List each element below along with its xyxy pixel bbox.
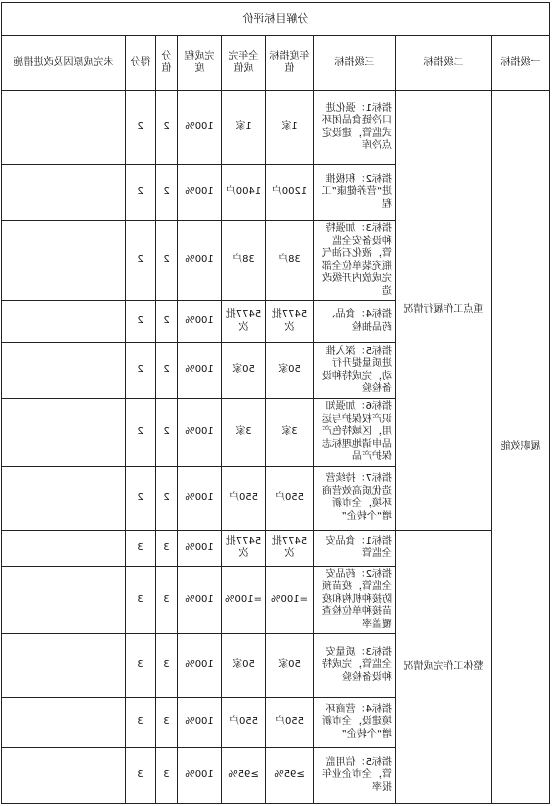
weight-cell: 3	[156, 634, 178, 698]
completed-cell: ≥95%	[222, 748, 266, 804]
reason-cell	[1, 698, 125, 748]
target-cell: 1200户	[266, 165, 314, 221]
header-reason: 未完成原因及改进措施	[1, 36, 125, 91]
completed-cell: 1400户	[222, 165, 266, 221]
indicator-cell: 指标3：加强特种设备安全监管，液化石油气瓶充装单位全部完成放内开级改造	[314, 221, 396, 301]
target-cell: 5477批次	[266, 301, 314, 343]
score-cell: 2	[126, 91, 156, 165]
score-cell: 2	[126, 301, 156, 343]
completed-cell: 50家	[222, 343, 266, 399]
score-cell: 2	[126, 343, 156, 399]
level2-cell: 重点工作履行情况	[396, 91, 492, 531]
evaluation-table	[1, 2, 550, 804]
degree-cell: 100%	[178, 221, 222, 301]
degree-cell: 100%	[178, 698, 222, 748]
score-cell: 2	[126, 399, 156, 467]
header-completed-value: 全年完成值	[222, 36, 266, 91]
completed-cell: =100%	[222, 566, 266, 634]
target-cell: 1家	[266, 91, 314, 165]
reason-cell	[1, 466, 125, 530]
page	[0, 2, 552, 806]
level2-cell: 整体工作完成情况	[396, 530, 492, 804]
table-title: 分解目标评价	[1, 3, 549, 36]
score-cell: 2	[126, 221, 156, 301]
weight-cell: 2	[156, 343, 178, 399]
degree-cell: 100%	[178, 466, 222, 530]
table-row	[1, 530, 549, 566]
degree-cell: 100%	[178, 748, 222, 804]
target-cell: =100%	[266, 566, 314, 634]
completed-cell: 3家	[222, 399, 266, 467]
header-level2: 二级指标	[396, 36, 492, 91]
reason-cell	[1, 343, 125, 399]
weight-cell: 3	[156, 530, 178, 566]
score-cell: 3	[126, 748, 156, 804]
indicator-cell: 指标6：加强知识产权保护与运用，区域特色产品申请地理标志保护产品	[314, 399, 396, 467]
degree-cell: 100%	[178, 301, 222, 343]
score-cell: 3	[126, 634, 156, 698]
reason-cell	[1, 634, 125, 698]
degree-cell: 100%	[178, 566, 222, 634]
weight-cell: 3	[156, 566, 178, 634]
degree-cell: 100%	[178, 165, 222, 221]
completed-cell: 1家	[222, 91, 266, 165]
degree-cell: 100%	[178, 634, 222, 698]
score-cell: 2	[126, 165, 156, 221]
weight-cell: 2	[156, 301, 178, 343]
target-cell: 550户	[266, 698, 314, 748]
header-row	[1, 36, 549, 91]
completed-cell: 38户	[222, 221, 266, 301]
degree-cell: 100%	[178, 530, 222, 566]
target-cell: 50家	[266, 343, 314, 399]
header-score-value: 分值	[156, 36, 178, 91]
reason-cell	[1, 530, 125, 566]
reason-cell	[1, 399, 125, 467]
degree-cell: 100%	[178, 343, 222, 399]
degree-cell: 100%	[178, 399, 222, 467]
reason-cell	[1, 221, 125, 301]
completed-cell: 5477批次	[222, 301, 266, 343]
indicator-cell: 指标5：信用监管，全市企业年报率	[314, 748, 396, 804]
reason-cell	[1, 566, 125, 634]
reason-cell	[1, 91, 125, 165]
weight-cell: 2	[156, 399, 178, 467]
completed-cell: 5477批次	[222, 530, 266, 566]
indicator-cell: 指标2：积极推进“营养健康”工程	[314, 165, 396, 221]
target-cell: 38户	[266, 221, 314, 301]
reason-cell	[1, 748, 125, 804]
weight-cell: 2	[156, 221, 178, 301]
reason-cell	[1, 301, 125, 343]
completed-cell: 550户	[222, 698, 266, 748]
header-level1: 一级指标	[492, 36, 550, 91]
weight-cell: 3	[156, 748, 178, 804]
target-cell: ≥95%	[266, 748, 314, 804]
header-level3: 三级指标	[314, 36, 396, 91]
level1-cell: 履职效能	[492, 91, 550, 804]
weight-cell: 3	[156, 698, 178, 748]
header-annual-target: 年度指标值	[266, 36, 314, 91]
score-cell: 3	[126, 530, 156, 566]
table-body	[1, 3, 549, 804]
indicator-cell: 指标1：强化进口冷链食品闭环式监管，建设定点冷库	[314, 91, 396, 165]
indicator-cell: 指标4：营商环境建设，全市新增“个转企”	[314, 698, 396, 748]
reason-cell	[1, 165, 125, 221]
indicator-cell: 指标4：食品、药品抽检	[314, 301, 396, 343]
indicator-cell: 指标5：深入推进质量提升行动，完成特种设备检验	[314, 343, 396, 399]
completed-cell: 550户	[222, 466, 266, 530]
target-cell: 550户	[266, 466, 314, 530]
indicator-cell: 指标7：持续营造优质高效营商环境，全市新增“个转企”	[314, 466, 396, 530]
target-cell: 5477批次	[266, 530, 314, 566]
degree-cell: 100%	[178, 91, 222, 165]
indicator-cell: 指标2：药品安全监管，疫苗预防接种机构和疫苗接种单位检查覆盖率	[314, 566, 396, 634]
header-score: 得分	[126, 36, 156, 91]
table-row	[1, 91, 549, 165]
score-cell: 3	[126, 698, 156, 748]
completed-cell: 50家	[222, 634, 266, 698]
indicator-cell: 指标1：食品安全监管	[314, 530, 396, 566]
score-cell: 2	[126, 466, 156, 530]
target-cell: 3家	[266, 399, 314, 467]
score-cell: 3	[126, 566, 156, 634]
indicator-cell: 指标3：质量安全监管，完成特种设备检验	[314, 634, 396, 698]
weight-cell: 2	[156, 91, 178, 165]
target-cell: 50家	[266, 634, 314, 698]
weight-cell: 2	[156, 466, 178, 530]
header-completion-degree: 完成程度	[178, 36, 222, 91]
weight-cell: 2	[156, 165, 178, 221]
